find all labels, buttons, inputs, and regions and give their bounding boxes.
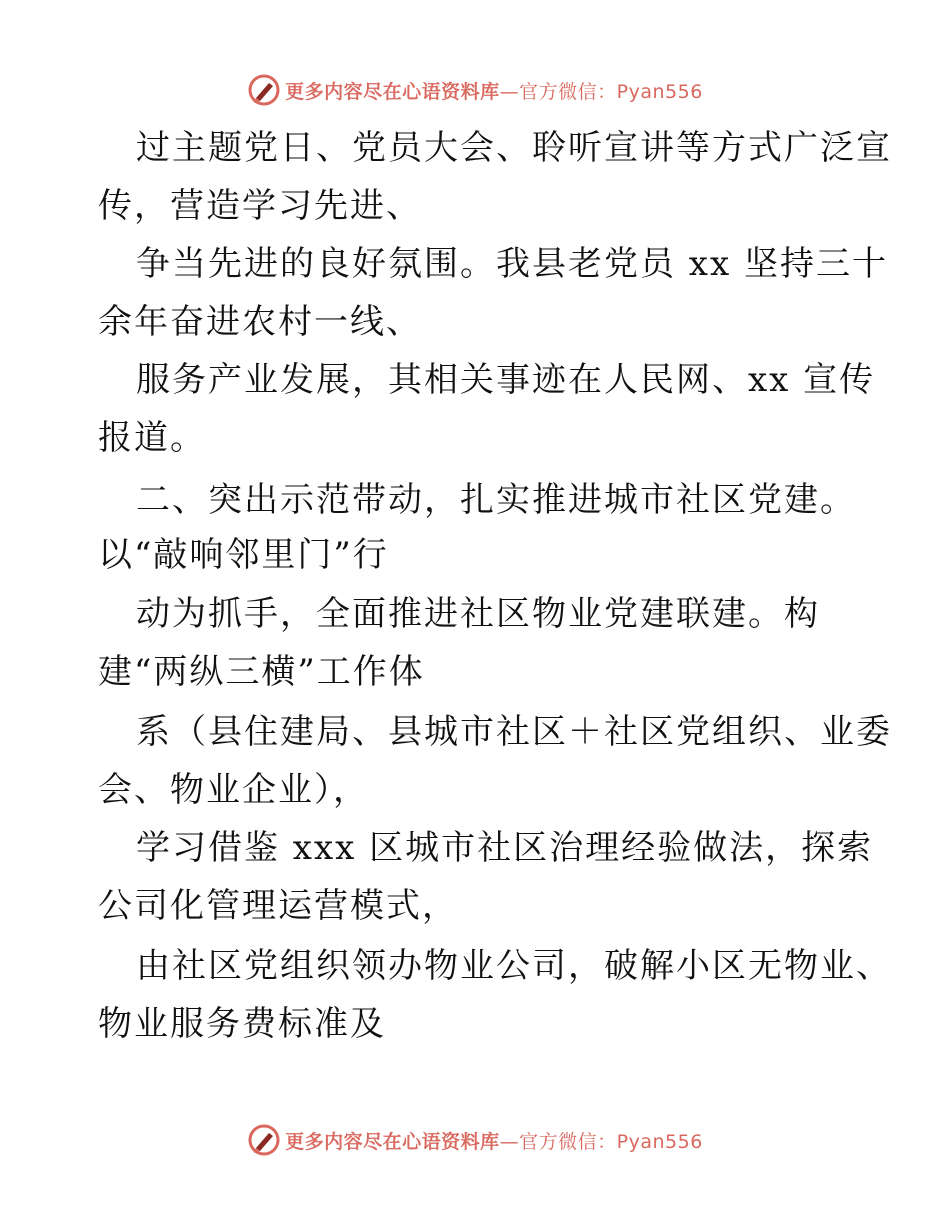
text-line: 动为抓手，全面推进社区物业党建联建。构 [136, 594, 820, 634]
text-line: 以“敲响邻里门”行 [98, 535, 389, 575]
text-line: 系（县住建局、县城市社区＋社区党组织、业委 [136, 712, 892, 752]
text-line: 争当先进的良好氛围。我县老党员 xx 坚持三十 [136, 244, 888, 284]
text-line: 物业服务费标准及 [98, 1004, 386, 1044]
watermark-text: 更多内容尽在心语资料库—官方微信：Pyan556 [285, 1130, 703, 1153]
text-line: 报道。 [98, 418, 206, 458]
text-line: 学习借鉴 xxx 区城市社区治理经验做法，探索 [136, 828, 874, 868]
text-line: 余年奋进农村一线、 [98, 302, 422, 342]
section-heading: 二、突出示范带动，扎实推进城市社区党建。 [136, 480, 856, 520]
footer-watermark [0, 1120, 950, 1160]
text-line: 传，营造学习先进、 [98, 186, 422, 226]
watermark-text: 更多内容尽在心语资料库—官方微信：Pyan556 [285, 80, 703, 103]
text-line: 过主题党日、党员大会、聆听宣讲等方式广泛宣 [136, 128, 892, 168]
text-line: 由社区党组织领办物业公司，破解小区无物业、 [136, 946, 892, 986]
text-line: 会、物业企业）， [98, 770, 369, 810]
text-line: 公司化管理运营模式， [98, 886, 458, 926]
pen-logo-icon [247, 1123, 281, 1157]
text-line: 建“两纵三横”工作体 [98, 652, 425, 692]
text-line: 服务产业发展，其相关事迹在人民网、xx 宣传 [136, 360, 876, 400]
